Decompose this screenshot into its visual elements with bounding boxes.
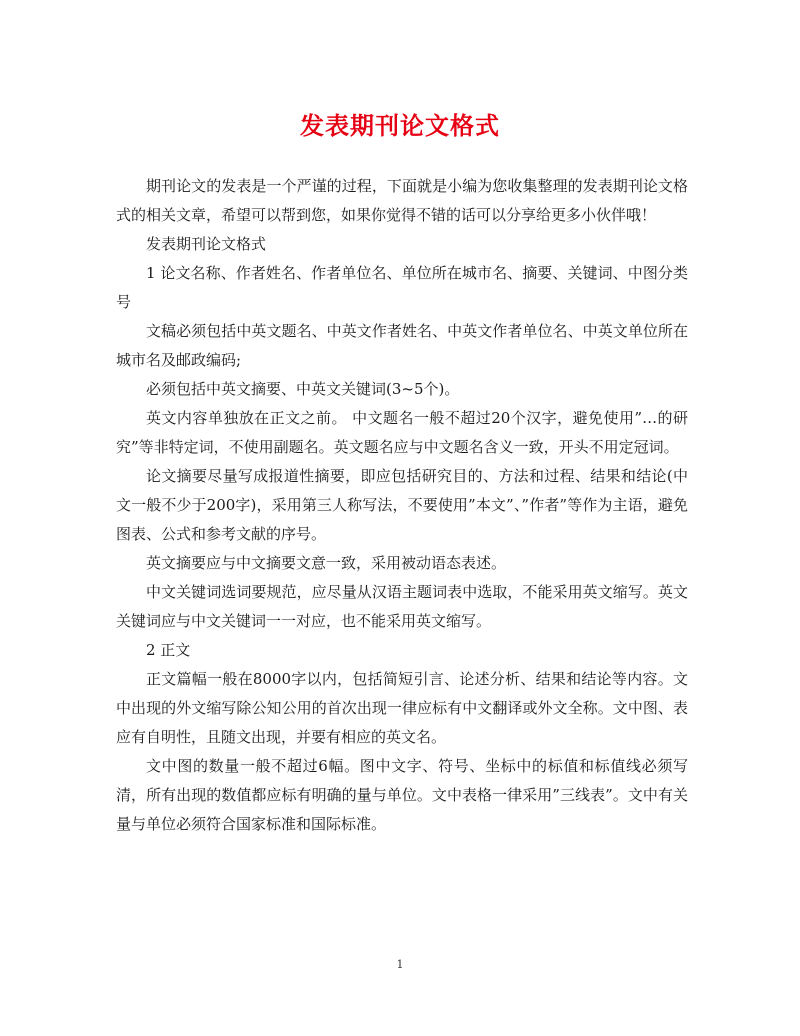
paragraph-abstract-keywords: 必须包括中英文摘要、中英文关键词(3~5个)。 bbox=[146, 380, 460, 398]
paragraph-abstract-style: 论文摘要尽量写成报道性摘要，即应包括研究目的、方法和过程、结果和结论(中文一般不少于200字)，采用第三人称写法，不要使用”本文”、”作者”等作为主语，避免图表、公式和参考文献的序号。 bbox=[116, 467, 688, 543]
paragraph-item-2: 2 正文 bbox=[146, 641, 191, 659]
paragraph-manuscript-requirements: 文稿必须包括中英文题名、中英文作者姓名、中英文作者单位名、中英文单位所在城市名及邮政编码; bbox=[116, 322, 688, 369]
paragraph-section-heading: 发表期刊论文格式 bbox=[146, 235, 267, 253]
paragraph-keywords: 中文关键词选词要规范，应尽量从汉语主题词表中选取，不能采用英文缩写。英文关键词应与中文关键词一一对应，也不能采用英文缩写。 bbox=[116, 583, 688, 630]
paragraph-english-abstract: 英文摘要应与中文摘要文意一致，采用被动语态表述。 bbox=[146, 554, 507, 572]
document-body bbox=[116, 172, 688, 839]
paragraph-intro: 期刊论文的发表是一个严谨的过程，下面就是小编为您收集整理的发表期刊论文格式的相关文章，希望可以帮到您，如果你觉得不错的话可以分享给更多小伙伴哦！ bbox=[116, 177, 688, 224]
page-title: 发表期刊论文格式 bbox=[300, 111, 500, 140]
paragraph-item-1: 1 论文名称、作者姓名、作者单位名、单位所在城市名、摘要、关键词、中图分类号 bbox=[116, 264, 688, 311]
paragraph-english-title: 英文内容单独放在正文之前。 中文题名一般不超过20个汉字，避免使用”…的研究”等非特定词，不使用副题名。英文题名应与中文题名含义一致，开头不用定冠词。 bbox=[116, 409, 688, 456]
paragraph-figures: 文中图的数量一般不超过6幅。图中文字、符号、坐标中的标值和标值线必须写清，所有出现的数值都应标有明确的量与单位。文中表格一律采用”三线表”。文中有关量与单位必须符合国家标准和国际标准。 bbox=[116, 757, 688, 833]
paragraph-body-length: 正文篇幅一般在8000字以内，包括简短引言、论述分析、结果和结论等内容。文中出现的外文缩写除公知公用的首次出现一律应标有中文翻译或外文全称。文中图、表应有自明性，且随文出现，并要有相应的英文名。 bbox=[116, 670, 688, 746]
page-number: 1 bbox=[396, 958, 404, 971]
